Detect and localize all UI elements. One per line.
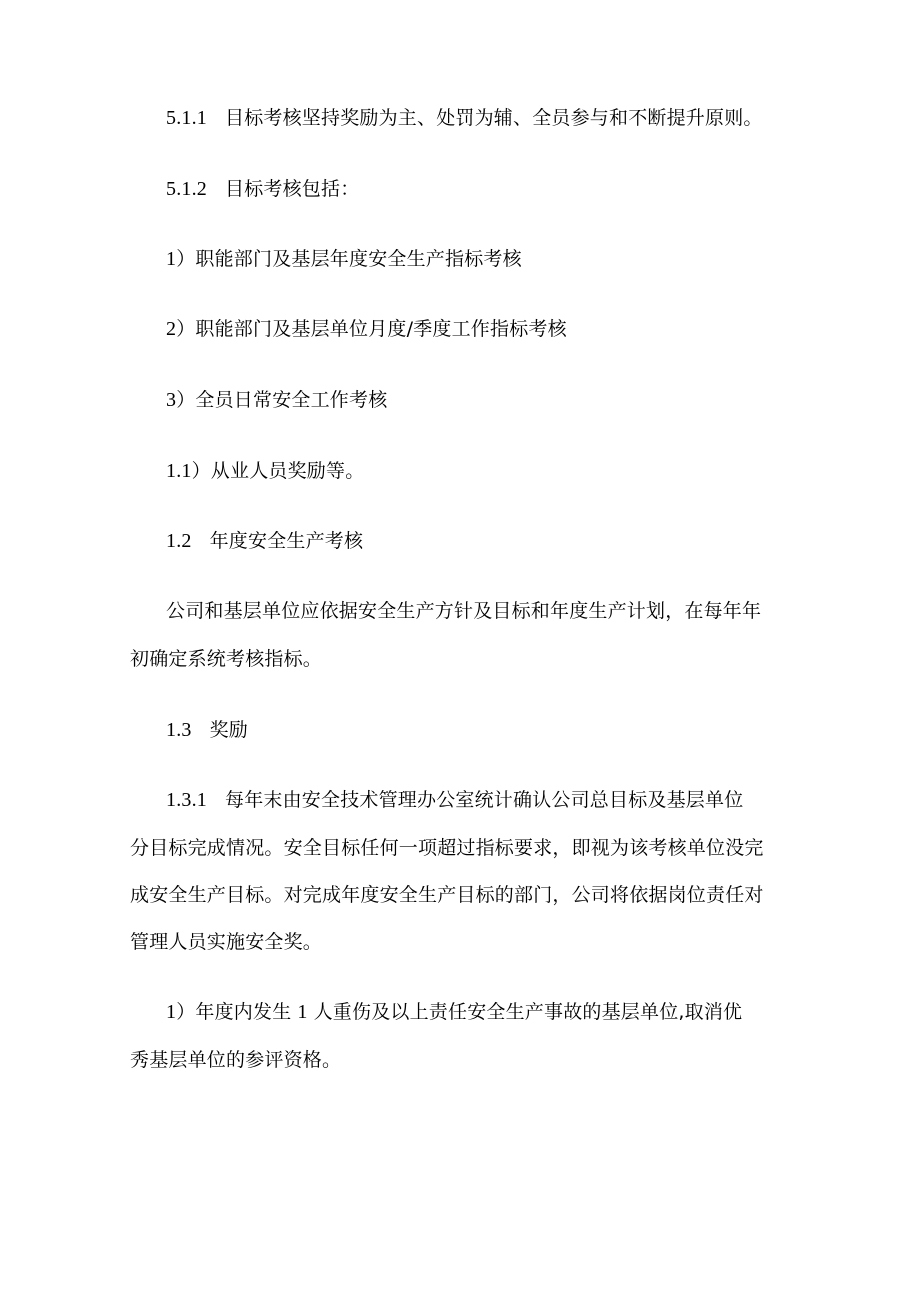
clause-5-1-2: [166, 177, 359, 201]
list-item-1: [166, 247, 522, 271]
clause-number: 1.1: [166, 460, 192, 482]
item-number: 1: [166, 248, 177, 270]
item-number: 2: [166, 318, 177, 340]
paragraph-line: [166, 599, 761, 623]
section-heading-1-3: [166, 718, 248, 742]
paragraph-text: 分目标完成情况。安全目标任何一项超过指标要求，即视为该考核单位没完: [130, 837, 764, 859]
clause-number: 5.1.2: [166, 178, 207, 200]
section-number: 1.3: [166, 719, 192, 741]
clause-number: 5.1.1: [166, 107, 207, 129]
clause-text: ）从业人员奖励等。: [191, 460, 365, 482]
clause-number: 1.3.1: [166, 789, 207, 811]
item-number: 1: [166, 1001, 177, 1023]
paragraph-line: [130, 647, 322, 671]
paragraph-text: 管理人员实施安全奖。: [130, 931, 323, 953]
paragraph-line: [130, 1048, 341, 1072]
clause-text: 目标考核坚持奖励为主、处罚为辅、全员参与和不断提升原则。: [225, 107, 763, 129]
list-item-3: [166, 388, 387, 412]
item-text: ）职能部门及基层年度安全生产指标考核: [176, 248, 522, 270]
section-title: 年度安全生产考核: [209, 530, 364, 552]
paragraph-text: 初确定系统考核指标。: [130, 648, 323, 670]
item-text: 人重伤及以上责任安全生产事故的基层单位,: [313, 1001, 685, 1023]
item-text: 取消优: [684, 1001, 743, 1023]
clause-1-3-1: [166, 788, 743, 812]
clause-1-1: [166, 459, 364, 483]
paragraph-text: 秀基层单位的参评资格。: [130, 1049, 342, 1071]
clause-5-1-1: [166, 106, 763, 130]
list-item-2: [166, 317, 567, 341]
paragraph-text: 成安全生产目标。对完成年度安全生产目标的部门，公司将依据岗位责任对: [130, 884, 764, 906]
item-text: ）年度内发生: [176, 1001, 292, 1023]
item-text: ）全员日常安全工作考核: [176, 389, 388, 411]
paragraph-line: [130, 836, 764, 860]
section-heading-1-2: [166, 529, 363, 553]
paragraph-text: 公司和基层单位应依据安全生产方针及目标和年度生产计划，在每年年: [166, 600, 762, 622]
paragraph-line: [130, 883, 764, 907]
clause-text: 目标考核包括：: [225, 178, 360, 200]
list-item-award-1: [166, 1000, 742, 1024]
paragraph-line: [130, 930, 322, 954]
section-number: 1.2: [166, 530, 192, 552]
item-number: 3: [166, 389, 177, 411]
inline-number: 1: [297, 1001, 308, 1023]
item-text: ）职能部门及基层单位月度/季度工作指标考核: [176, 318, 567, 340]
section-title: 奖励: [209, 719, 249, 741]
clause-text: 每年末由安全技术管理办公室统计确认公司总目标及基层单位: [225, 789, 744, 811]
